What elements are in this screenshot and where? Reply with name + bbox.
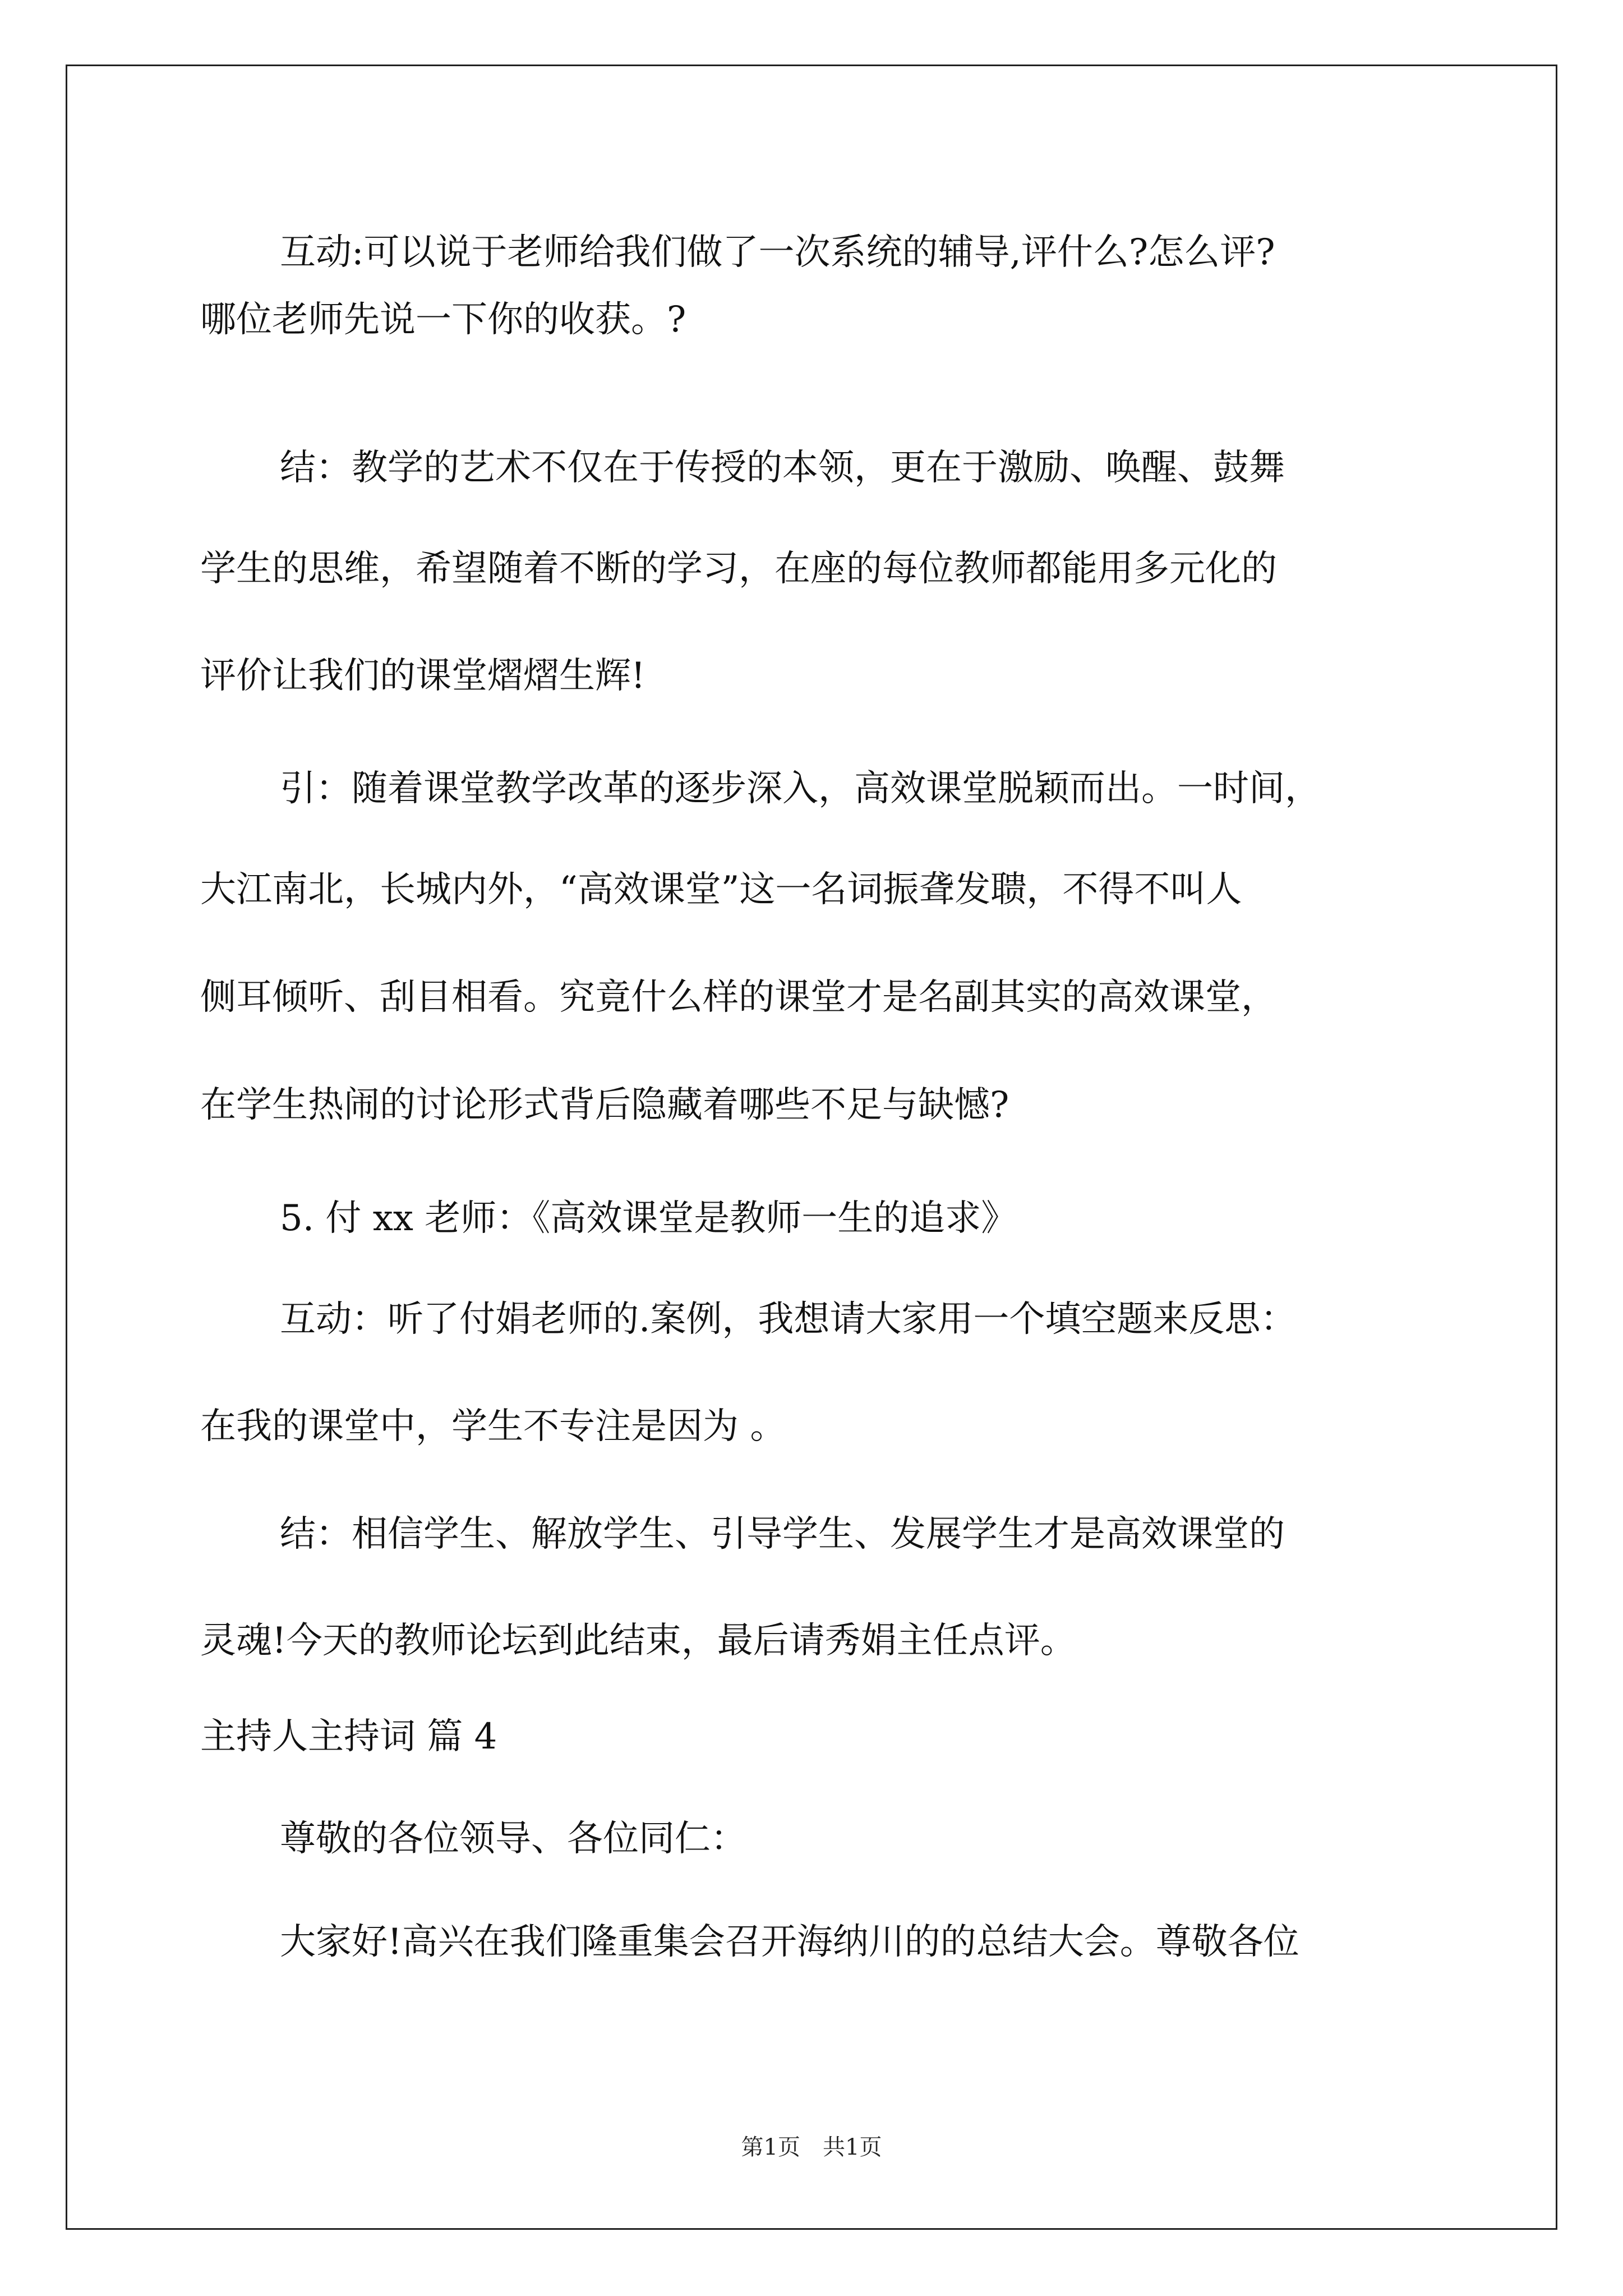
paragraph-line: 结：教学的艺术不仅在于传授的本领，更在于激励、唤醒、鼓舞 [280,447,1285,489]
paragraph-line: 互动：听了付娟老师的.案例，我想请大家用一个填空题来反思： [280,1299,1297,1340]
page-footer: 第1页 共1页 [741,2134,882,2160]
paragraph-line: 灵魂!今天的教师论坛到此结束，最后请秀娟主任点评。 [200,1620,1076,1662]
paragraph-line: 在学生热闹的讨论形式背后隐藏着哪些不足与缺憾? [200,1084,1009,1126]
paragraph-line: 在我的课堂中，学生不专注是因为 。 [200,1406,786,1447]
paragraph-line: 互动:可以说于老师给我们做了一次系统的辅导,评什么?怎么评? [280,232,1275,273]
section-heading: 主持人主持词 篇 4 [200,1716,497,1757]
paragraph-line: 引：随着课堂教学改革的逐步深入，高效课堂脱颖而出。一时间， [280,768,1321,809]
paragraph-line: 侧耳倾听、刮目相看。究竟什么样的课堂才是名副其实的高效课堂， [200,977,1277,1018]
paragraph-line: 大家好!高兴在我们隆重集会召开海纳川的的总结大会。尊敬各位 [280,1921,1299,1963]
paragraph-line: 学生的思维，希望随着不断的学习，在座的每位教师都能用多元化的 [200,548,1277,590]
paragraph-line: 大江南北，长城内外，“高效课堂”这一名词振聋发聩，不得不叫人 [200,869,1242,910]
paragraph-line: 结：相信学生、解放学生、引导学生、发展学生才是高效课堂的 [280,1513,1285,1555]
paragraph-line: 尊敬的各位领导、各位同仁： [280,1818,746,1860]
paragraph-line: 评价让我们的课堂熠熠生辉! [200,655,645,697]
paragraph-line: 哪位老师先说一下你的收获。? [200,299,686,341]
page-border [66,65,1557,2230]
paragraph-line: 5. 付 xx 老师：《高效课堂是教师一生的追求》 [280,1198,1017,1239]
